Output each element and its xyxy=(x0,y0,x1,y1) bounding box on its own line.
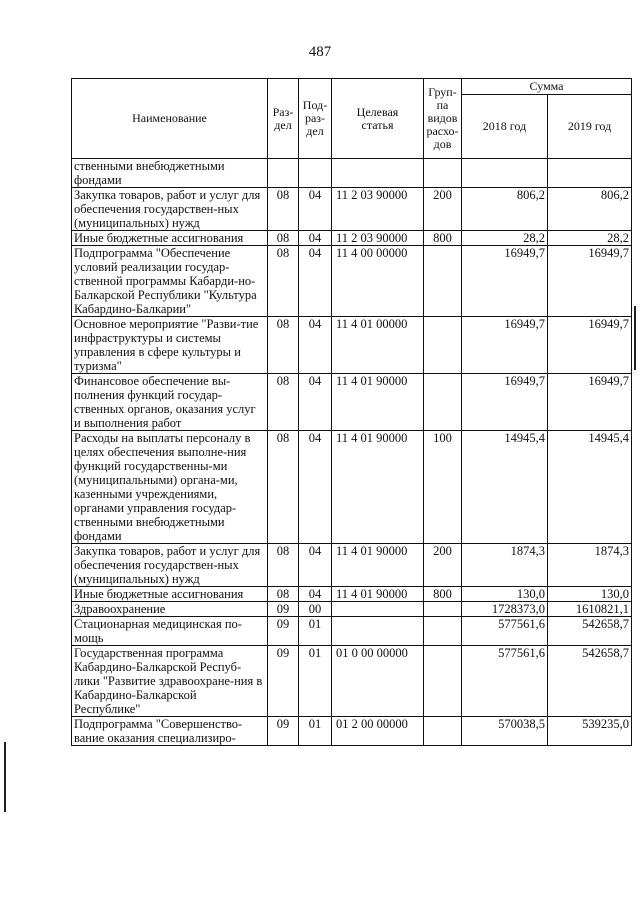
row-expense-group xyxy=(424,602,462,617)
row-target-article: 01 0 00 00000 xyxy=(332,646,424,717)
row-sum-2018: 570038,5 xyxy=(462,717,548,746)
row-sum-2019: 16949,7 xyxy=(548,246,632,317)
row-target-article: 11 4 01 90000 xyxy=(332,587,424,602)
row-target-article xyxy=(332,617,424,646)
row-section: 09 xyxy=(268,717,299,746)
header-name: Наименование xyxy=(72,79,268,159)
row-subsection: 04 xyxy=(299,231,332,246)
row-sum-2018: 1874,3 xyxy=(462,544,548,587)
row-section: 08 xyxy=(268,246,299,317)
row-name: Подпрограмма "Обеспечение условий реализации государ-ственной программы Кабарди-но-Балкарской Республики "Культура Кабардино-Балкарии" xyxy=(72,246,268,317)
row-target-article: 11 2 03 90000 xyxy=(332,188,424,231)
row-sum-2019: 16949,7 xyxy=(548,317,632,374)
row-sum-2018: 16949,7 xyxy=(462,246,548,317)
row-sum-2018: 577561,6 xyxy=(462,646,548,717)
row-sum-2018: 130,0 xyxy=(462,587,548,602)
row-section: 08 xyxy=(268,587,299,602)
row-sum-2018: 16949,7 xyxy=(462,317,548,374)
row-sum-2019: 542658,7 xyxy=(548,646,632,717)
row-sum-2018: 1728373,0 xyxy=(462,602,548,617)
row-expense-group: 100 xyxy=(424,431,462,544)
row-expense-group: 200 xyxy=(424,544,462,587)
row-sum-2018: 577561,6 xyxy=(462,617,548,646)
row-section: 09 xyxy=(268,617,299,646)
header-year-2018: 2018 год xyxy=(462,95,548,159)
table-row xyxy=(72,246,632,317)
row-name: ственными внебюджетными фондами xyxy=(72,159,268,188)
row-expense-group xyxy=(424,646,462,717)
row-sum-2019: 1610821,1 xyxy=(548,602,632,617)
row-name: Закупка товаров, работ и услуг для обеспечения государствен-ных (муниципальных) нужд xyxy=(72,188,268,231)
table-row xyxy=(72,374,632,431)
binding-mark-left xyxy=(4,742,6,812)
row-sum-2019: 16949,7 xyxy=(548,374,632,431)
row-target-article xyxy=(332,602,424,617)
table-row xyxy=(72,617,632,646)
row-target-article: 11 4 01 90000 xyxy=(332,544,424,587)
table-row xyxy=(72,717,632,746)
budget-table xyxy=(71,78,632,746)
row-target-article: 11 2 03 90000 xyxy=(332,231,424,246)
row-subsection: 04 xyxy=(299,431,332,544)
row-subsection: 04 xyxy=(299,587,332,602)
table-row xyxy=(72,602,632,617)
row-section: 08 xyxy=(268,544,299,587)
table-row xyxy=(72,544,632,587)
row-expense-group xyxy=(424,617,462,646)
header-section: Раз- дел xyxy=(268,79,299,159)
row-section: 09 xyxy=(268,646,299,717)
row-expense-group xyxy=(424,717,462,746)
row-sum-2018: 806,2 xyxy=(462,188,548,231)
row-sum-2018: 28,2 xyxy=(462,231,548,246)
header-year-2019: 2019 год xyxy=(548,95,632,159)
header-expense-group: Груп- па видов расхо- дов xyxy=(424,79,462,159)
table-header xyxy=(72,79,632,159)
row-sum-2019: 539235,0 xyxy=(548,717,632,746)
row-name: Иные бюджетные ассигнования xyxy=(72,587,268,602)
row-name: Финансовое обеспечение вы-полнения функций государ-ственных органов, оказания услуг и выполнения работ xyxy=(72,374,268,431)
row-sum-2019: 542658,7 xyxy=(548,617,632,646)
table-row xyxy=(72,317,632,374)
table-row xyxy=(72,587,632,602)
row-target-article: 11 4 01 00000 xyxy=(332,317,424,374)
row-subsection: 04 xyxy=(299,317,332,374)
row-expense-group xyxy=(424,374,462,431)
table-row xyxy=(72,646,632,717)
row-subsection: 01 xyxy=(299,717,332,746)
page-number: 487 xyxy=(308,44,332,60)
row-name: Основное мероприятие "Разви-тие инфраструктуры и системы управления в сфере культуры и туризма" xyxy=(72,317,268,374)
table-row xyxy=(72,188,632,231)
row-expense-group xyxy=(424,317,462,374)
header-target-article: Целевая статья xyxy=(332,79,424,159)
row-sum-2018 xyxy=(462,159,548,188)
row-subsection: 01 xyxy=(299,617,332,646)
row-name: Государственная программа Кабардино-Балкарской Респуб-лики "Развитие здравоохране-ния в Кабардино-Балкарской Республике" xyxy=(72,646,268,717)
row-name: Здравоохранение xyxy=(72,602,268,617)
row-subsection xyxy=(299,159,332,188)
row-subsection: 04 xyxy=(299,246,332,317)
row-sum-2018: 14945,4 xyxy=(462,431,548,544)
row-subsection: 00 xyxy=(299,602,332,617)
table-body xyxy=(72,159,632,746)
row-target-article: 11 4 00 00000 xyxy=(332,246,424,317)
row-expense-group: 800 xyxy=(424,587,462,602)
row-expense-group: 800 xyxy=(424,231,462,246)
header-subsection: Под- раз- дел xyxy=(299,79,332,159)
row-sum-2019 xyxy=(548,159,632,188)
row-expense-group: 200 xyxy=(424,188,462,231)
row-expense-group xyxy=(424,246,462,317)
row-subsection: 04 xyxy=(299,374,332,431)
row-name: Расходы на выплаты персоналу в целях обеспечения выполне-ния функций государственны-ми (муниципальными) органа-ми, казенными учреждениями, органами управления государ-ственными внебюджетными фондами xyxy=(72,431,268,544)
row-sum-2019: 130,0 xyxy=(548,587,632,602)
row-section: 09 xyxy=(268,602,299,617)
row-sum-2019: 14945,4 xyxy=(548,431,632,544)
header-sum: Сумма xyxy=(462,79,632,95)
row-section: 08 xyxy=(268,231,299,246)
row-name: Подпрограмма "Совершенство-вание оказания специализиро- xyxy=(72,717,268,746)
row-subsection: 01 xyxy=(299,646,332,717)
row-section: 08 xyxy=(268,188,299,231)
row-target-article: 11 4 01 90000 xyxy=(332,374,424,431)
table-row xyxy=(72,431,632,544)
row-target-article: 01 2 00 00000 xyxy=(332,717,424,746)
row-section xyxy=(268,159,299,188)
row-target-article xyxy=(332,159,424,188)
row-name: Закупка товаров, работ и услуг для обеспечения государствен-ных (муниципальных) нужд xyxy=(72,544,268,587)
row-name: Иные бюджетные ассигнования xyxy=(72,231,268,246)
row-target-article: 11 4 01 90000 xyxy=(332,431,424,544)
row-section: 08 xyxy=(268,374,299,431)
row-sum-2018: 16949,7 xyxy=(462,374,548,431)
row-subsection: 04 xyxy=(299,188,332,231)
row-sum-2019: 806,2 xyxy=(548,188,632,231)
row-section: 08 xyxy=(268,431,299,544)
row-section: 08 xyxy=(268,317,299,374)
row-subsection: 04 xyxy=(299,544,332,587)
row-name: Стационарная медицинская по-мощь xyxy=(72,617,268,646)
row-expense-group xyxy=(424,159,462,188)
table-row xyxy=(72,159,632,188)
table-row xyxy=(72,231,632,246)
row-sum-2019: 28,2 xyxy=(548,231,632,246)
binding-mark-right xyxy=(634,306,636,370)
row-sum-2019: 1874,3 xyxy=(548,544,632,587)
